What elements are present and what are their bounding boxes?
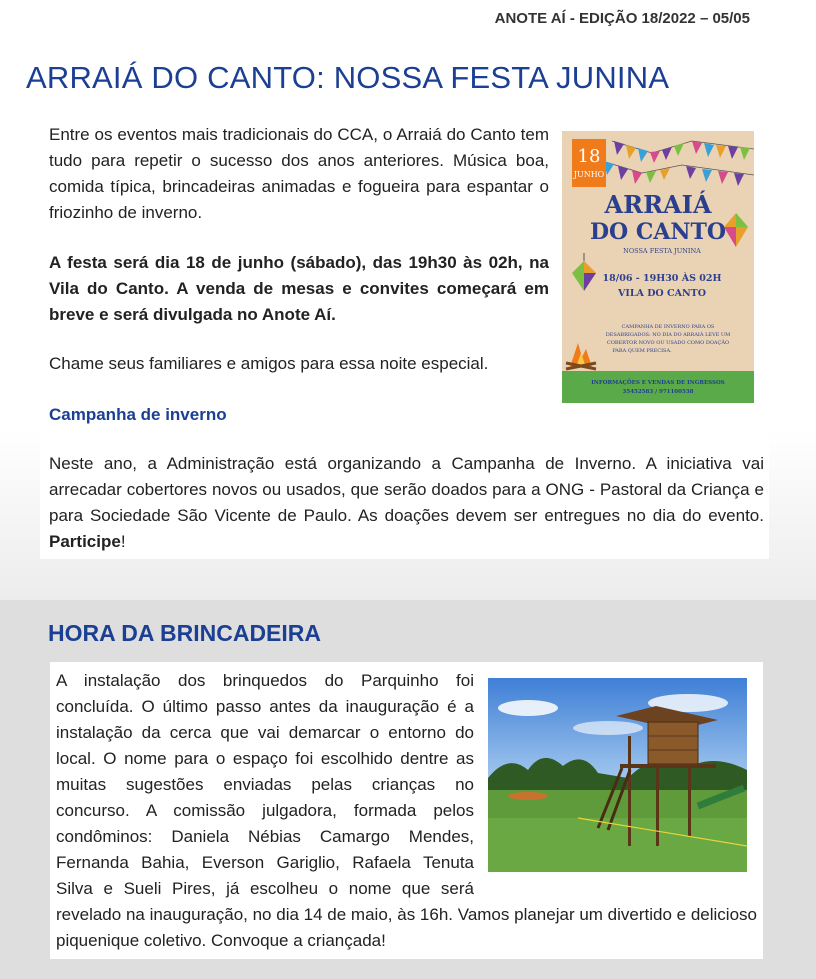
text-line: concurso. A comissão julgadora, formada pelos (56, 801, 474, 820)
text-line: condôminos: Daniela Nébias Camargo Mendes, (56, 827, 474, 846)
poster-subtitle: NOSSA FESTA JUNINA (623, 247, 701, 255)
poster-datetime: 18/06 - 19H30 ÀS 02H (602, 273, 722, 284)
edition-header: ANOTE AÍ - EDIÇÃO 18/2022 – 05/05 (494, 10, 750, 27)
text-line: concluída. O último passo antes da inauguração é a (56, 697, 474, 716)
poster-artwork (562, 131, 754, 403)
festa-junina-poster (562, 131, 754, 403)
invite-paragraph: Chame seus familiares e amigos para essa noite especial. (49, 354, 489, 373)
poster-campaign-3: COBERTOR NOVO OU USADO COMO DOAÇÃO (606, 340, 730, 346)
poster-day: 18 (577, 146, 601, 167)
poster-footer-band (562, 371, 754, 403)
text-line: muitas sugestões enviadas pelas crianças no (56, 775, 474, 794)
playground-text-lines (56, 668, 474, 902)
poster-place: VILA DO CANTO (618, 288, 706, 299)
campaign-subheading: Campanha de inverno (49, 405, 227, 424)
poster-title-2: DO CANTO (589, 219, 727, 245)
event-highlight: A festa será dia 18 de junho (sábado), das 19h30 às 02h, na Vila do Canto. A venda de mesas e convites começará em breve e será divulgada no Anote Aí. (49, 253, 549, 324)
text-line: instalação da cerca que vai demarcar o entorno do (56, 723, 474, 742)
poster-campaign-2: DESABRIGADOS: NO DIA DO ARRAIÁ LEVE UM (605, 332, 731, 338)
article-title: ARRAIÁ DO CANTO: NOSSA FESTA JUNINA (26, 60, 670, 95)
poster-info-1: INFORMAÇÕES E VENDAS DE INGRESSOS (591, 380, 725, 386)
text-line: A instalação dos brinquedos do Parquinho foi (56, 671, 474, 690)
text-line: Silva e Sueli Pires, já escolheu o nome que será (56, 879, 474, 898)
poster-campaign-4: PARA QUEM PRECISA. (612, 348, 672, 354)
playground-photo (488, 678, 747, 872)
poster-info-2: 35452583 / 971100538 (622, 389, 694, 395)
poster-campaign-1: CAMPANHA DE INVERNO PARA OS (621, 324, 715, 330)
campaign-paragraph (49, 451, 764, 555)
poster-title-1: ARRAIÁ (604, 190, 712, 219)
intro-paragraph: Entre os eventos mais tradicionais do CCA, o Arraiá do Canto tem tudo para repetir o sucesso dos anos anteriores. Música boa, comida típica, brincadeiras animadas e fogueira para espantar o friozinho de inverno. (49, 125, 549, 222)
campaign-cta: Participe (49, 532, 121, 551)
playground-photo-art (488, 678, 747, 872)
text-line: Fernanda Bahia, Everson Gariglio, Rafaela Tenuta (56, 853, 474, 872)
poster-month: JUNHO (573, 170, 605, 179)
campaign-cta-end: ! (120, 532, 126, 551)
campaign-text: Neste ano, a Administração está organizando a Campanha de Inverno. A iniciativa vai arrecadar cobertores novos ou usados, que serão doados para a ONG - Pastoral da Criança e para Sociedade São Vicente de Paulo. As doações devem ser entregues no dia do evento. (49, 454, 764, 525)
section-title: HORA DA BRINCADEIRA (48, 620, 322, 646)
playground-text-tail: revelado na inauguração, no dia 14 de maio, às 16h. Vamos planejar um divertido e delicioso piquenique coletivo. Convoque a criançada! (56, 905, 757, 950)
text-line: local. O nome para o espaço foi escolhido dentre as (56, 749, 474, 768)
